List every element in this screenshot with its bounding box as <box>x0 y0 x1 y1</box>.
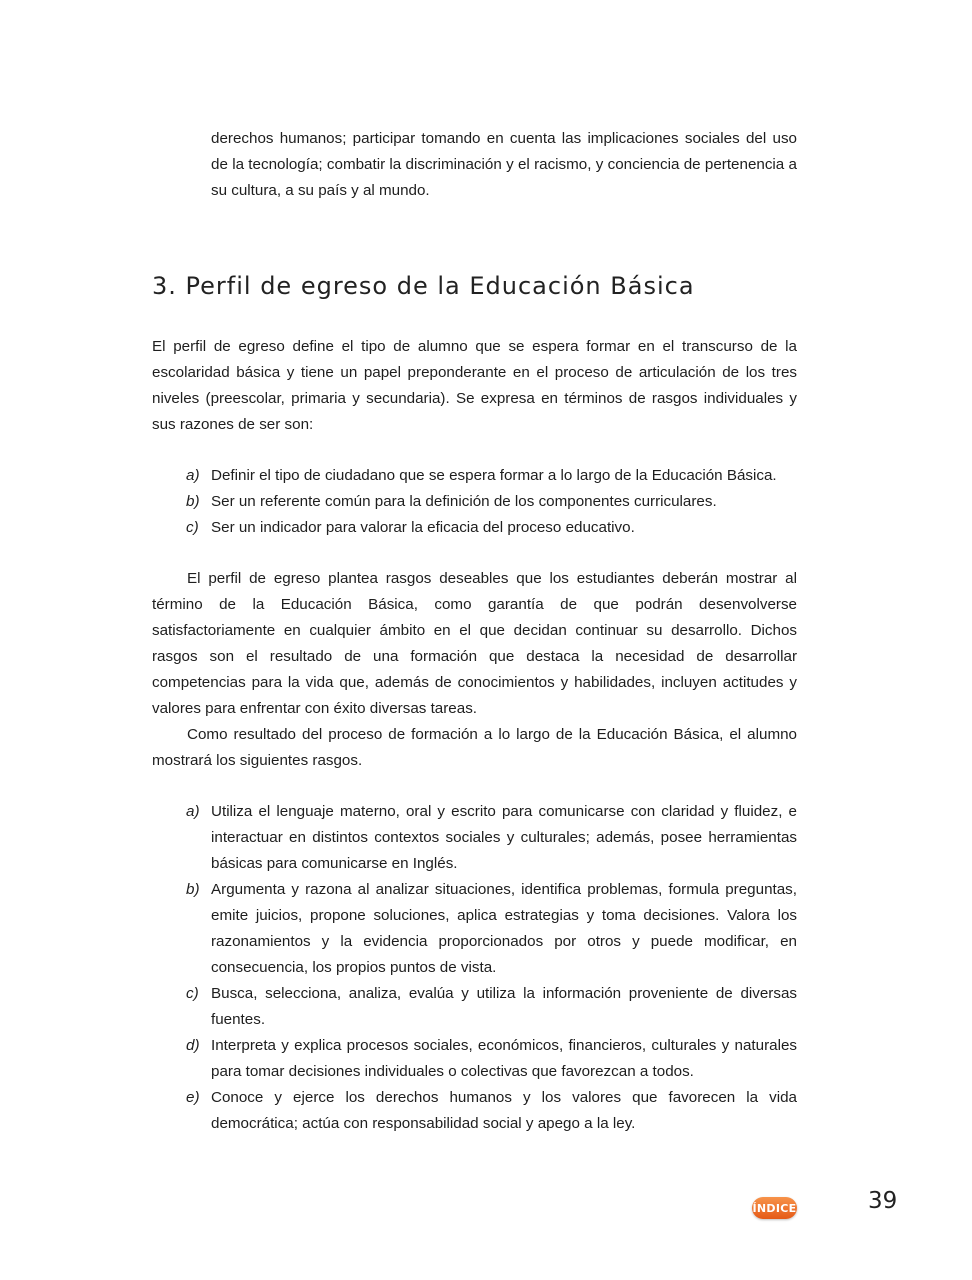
list-item-text: Utiliza el lenguaje materno, oral y escrito para comunicarse con claridad y fluidez, e interactuar en distintos contextos sociales y culturales; además, posee herramientas básicas para comunicarse en Inglés. <box>211 803 797 872</box>
traits-list <box>152 799 797 1137</box>
section-heading: 3. Perfil de egreso de la Educación Básica <box>152 272 695 300</box>
body-paragraph-1: El perfil de egreso plantea rasgos deseables que los estudiantes deberán mostrar al término de la Educación Básica, como garantía de que podrán desenvolverse satisfactoriamente en cualquier ámbito en el que decidan continuar su desarrollo. Dichos rasgos son el resultado de una formación que destaca la necesidad de desarrollar competencias para la vida que, además de conocimientos y habilidades, incluyen actitudes y valores para enfrentar con éxito diversas tareas. <box>152 570 797 717</box>
body-section <box>152 566 797 774</box>
list-item-text: Busca, selecciona, analiza, evalúa y utiliza la información proveniente de diversas fuentes. <box>211 985 797 1028</box>
list-item <box>152 981 797 1033</box>
body-paragraph-2: Como resultado del proceso de formación a lo largo de la Educación Básica, el alumno mostrará los siguientes rasgos. <box>152 726 797 769</box>
list-item-text: Interpreta y explica procesos sociales, económicos, financieros, culturales y naturales para tomar decisiones individuales o colectivas que favorezcan a todos. <box>211 1037 797 1080</box>
list-marker: b) <box>186 881 200 898</box>
list-marker: d) <box>186 1037 200 1054</box>
list-item <box>152 463 797 489</box>
list-marker: c) <box>186 519 199 536</box>
intro-paragraph: El perfil de egreso define el tipo de alumno que se espera formar en el transcurso de la escolaridad básica y tiene un papel preponderante en el proceso de articulación de los tres niveles (preescolar, primaria y secundaria). Se expresa en términos de rasgos individuales y sus razones de ser son: <box>152 338 797 433</box>
list-item-text: Conoce y ejerce los derechos humanos y los valores que favorecen la vida democrática; actúa con responsabilidad social y apego a la ley. <box>211 1089 797 1132</box>
list-item-text: Definir el tipo de ciudadano que se espera formar a lo largo de la Educación Básica. <box>211 467 777 484</box>
list-item <box>152 1085 797 1137</box>
list-marker: a) <box>186 467 200 484</box>
page-number: 39 <box>868 1188 898 1214</box>
reasons-list <box>152 463 797 541</box>
list-item-text: Ser un referente común para la definición de los componentes curriculares. <box>211 493 717 510</box>
list-item <box>152 877 797 981</box>
index-button[interactable]: ÍNDICE <box>752 1197 797 1219</box>
list-marker: b) <box>186 493 200 510</box>
list-marker: a) <box>186 803 200 820</box>
list-marker: c) <box>186 985 199 1002</box>
list-marker: e) <box>186 1089 200 1106</box>
list-item-text: Ser un indicador para valorar la eficacia del proceso educativo. <box>211 519 635 536</box>
continuation-paragraph: derechos humanos; participar tomando en cuenta las implicaciones sociales del uso de la tecnología; combatir la discriminación y el racismo, y conciencia de pertenencia a su cultura, a su país y al mundo. <box>211 130 797 199</box>
list-item <box>152 799 797 877</box>
list-item <box>152 515 797 541</box>
list-item <box>152 1033 797 1085</box>
list-item <box>152 489 797 515</box>
list-item-text: Argumenta y razona al analizar situaciones, identifica problemas, formula preguntas, emite juicios, propone soluciones, aplica estrategias y toma decisiones. Valora los razonamientos y la evidencia proporcionados por otros y puede modificar, en consecuencia, los propios puntos de vista. <box>211 881 797 976</box>
